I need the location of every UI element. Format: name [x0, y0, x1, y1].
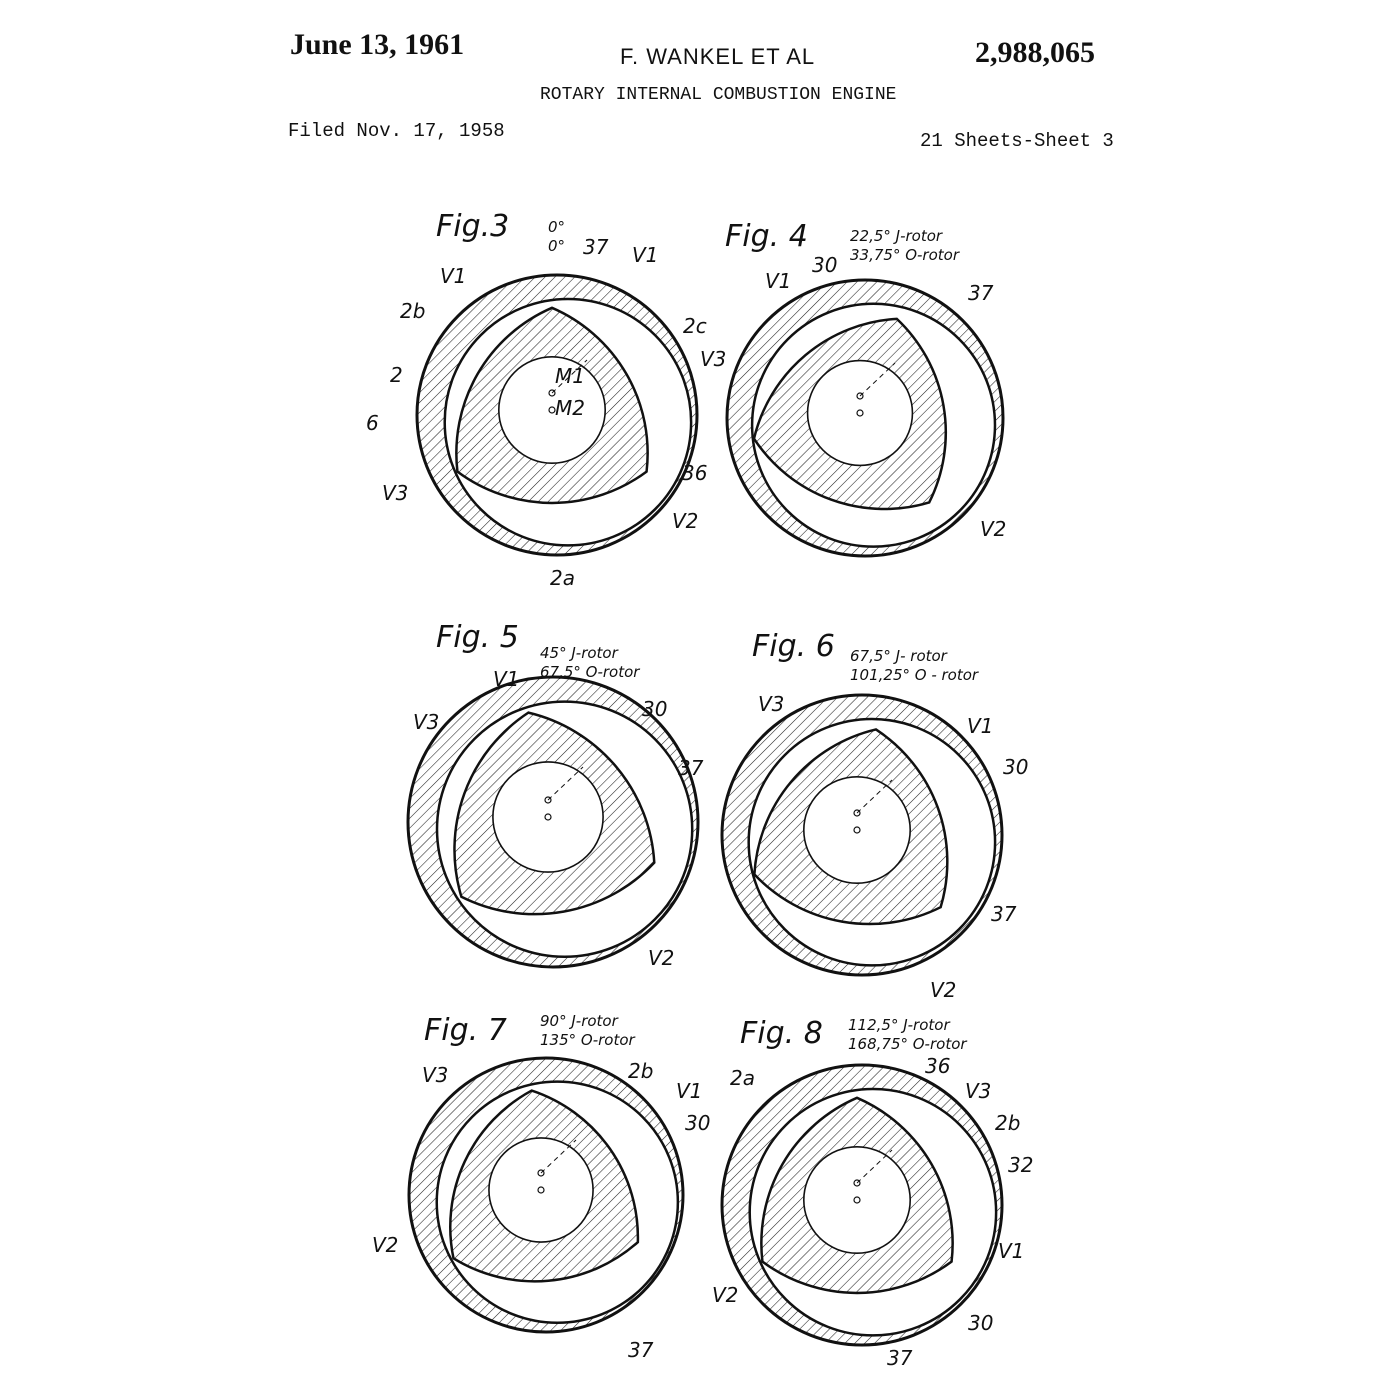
reference-numeral: 32	[1008, 1153, 1034, 1177]
reference-numeral: 37	[887, 1346, 913, 1370]
inventor-name: F. WANKEL ET AL	[620, 44, 816, 69]
reference-numeral: 2a	[550, 566, 575, 590]
figure-5	[408, 620, 704, 970]
reference-numeral: 2	[390, 363, 403, 387]
reference-numeral: V3	[700, 347, 727, 371]
reference-numeral: V1	[967, 714, 994, 738]
figure-7	[372, 1012, 710, 1362]
angle-annotation: 101,25° O - rotor	[850, 666, 979, 684]
angle-annotation: 45° J-rotor	[540, 644, 618, 662]
reference-numeral: V2	[648, 946, 675, 970]
reference-numeral: 30	[812, 253, 838, 277]
reference-numeral: V1	[493, 667, 520, 691]
reference-numeral: V3	[382, 481, 409, 505]
sheet-count: 21 Sheets-Sheet 3	[920, 130, 1114, 152]
figure-label: Fig. 4	[725, 219, 808, 254]
reference-numeral: 30	[968, 1311, 994, 1335]
angle-annotation: 67,5° O-rotor	[540, 663, 640, 681]
reference-numeral: V1	[998, 1239, 1025, 1263]
figure-label: Fig. 5	[436, 620, 519, 655]
reference-numeral: V1	[632, 243, 659, 267]
reference-numeral: 6	[366, 411, 379, 435]
reference-numeral: 2a	[730, 1066, 755, 1090]
reference-numeral: V2	[672, 509, 699, 533]
patent-number: 2,988,065	[975, 36, 1095, 69]
reference-numeral: V3	[413, 710, 440, 734]
reference-numeral: 37	[678, 756, 704, 780]
reference-numeral: 37	[628, 1338, 654, 1362]
figure-6	[722, 629, 1028, 1002]
reference-numeral: V2	[712, 1283, 739, 1307]
reference-numeral: V3	[422, 1063, 449, 1087]
reference-numeral: 37	[583, 235, 609, 259]
reference-numeral: 2b	[628, 1059, 654, 1083]
reference-numeral: 30	[1003, 755, 1029, 779]
figure-4	[700, 219, 1006, 556]
angle-annotation: 0°	[548, 218, 566, 236]
reference-numeral: M2	[555, 396, 585, 420]
reference-numeral: 2b	[400, 299, 426, 323]
reference-numeral: 2c	[683, 314, 707, 338]
reference-numeral: V2	[980, 517, 1007, 541]
reference-numeral: V2	[372, 1233, 399, 1257]
angle-annotation: 22,5° J-rotor	[850, 227, 943, 245]
angle-annotation: 0°	[548, 237, 566, 255]
reference-numeral: 2b	[995, 1111, 1021, 1135]
figure-label: Fig. 8	[740, 1016, 823, 1051]
angle-annotation: 33,75° O-rotor	[850, 246, 959, 264]
figure-8	[712, 1016, 1033, 1370]
figure-label: Fig. 7	[424, 1013, 507, 1048]
reference-numeral: 36	[682, 461, 708, 485]
angle-annotation: 67,5° J- rotor	[850, 647, 947, 665]
figure-3	[366, 209, 707, 590]
angle-annotation: 168,75° O-rotor	[848, 1035, 967, 1053]
reference-numeral: V2	[930, 978, 957, 1002]
reference-numeral: 37	[968, 281, 994, 305]
reference-numeral: V1	[676, 1079, 703, 1103]
reference-numeral: V1	[440, 264, 467, 288]
reference-numeral: 30	[685, 1111, 711, 1135]
reference-numeral: V1	[765, 269, 792, 293]
angle-annotation: 90° J-rotor	[540, 1012, 618, 1030]
reference-numeral: 37	[991, 902, 1017, 926]
reference-numeral: V3	[965, 1079, 992, 1103]
reference-numeral: M1	[555, 364, 585, 388]
figure-label: Fig. 6	[752, 629, 835, 664]
angle-annotation: 112,5° J-rotor	[848, 1016, 950, 1034]
filed-date: Filed Nov. 17, 1958	[288, 120, 505, 142]
reference-numeral: 36	[925, 1054, 951, 1078]
reference-numeral: V3	[758, 692, 785, 716]
angle-annotation: 135° O-rotor	[540, 1031, 635, 1049]
patent-date: June 13, 1961	[290, 28, 465, 61]
reference-numeral: 30	[642, 697, 668, 721]
patent-subject: ROTARY INTERNAL COMBUSTION ENGINE	[540, 85, 897, 105]
figure-label: Fig.3	[436, 209, 510, 244]
